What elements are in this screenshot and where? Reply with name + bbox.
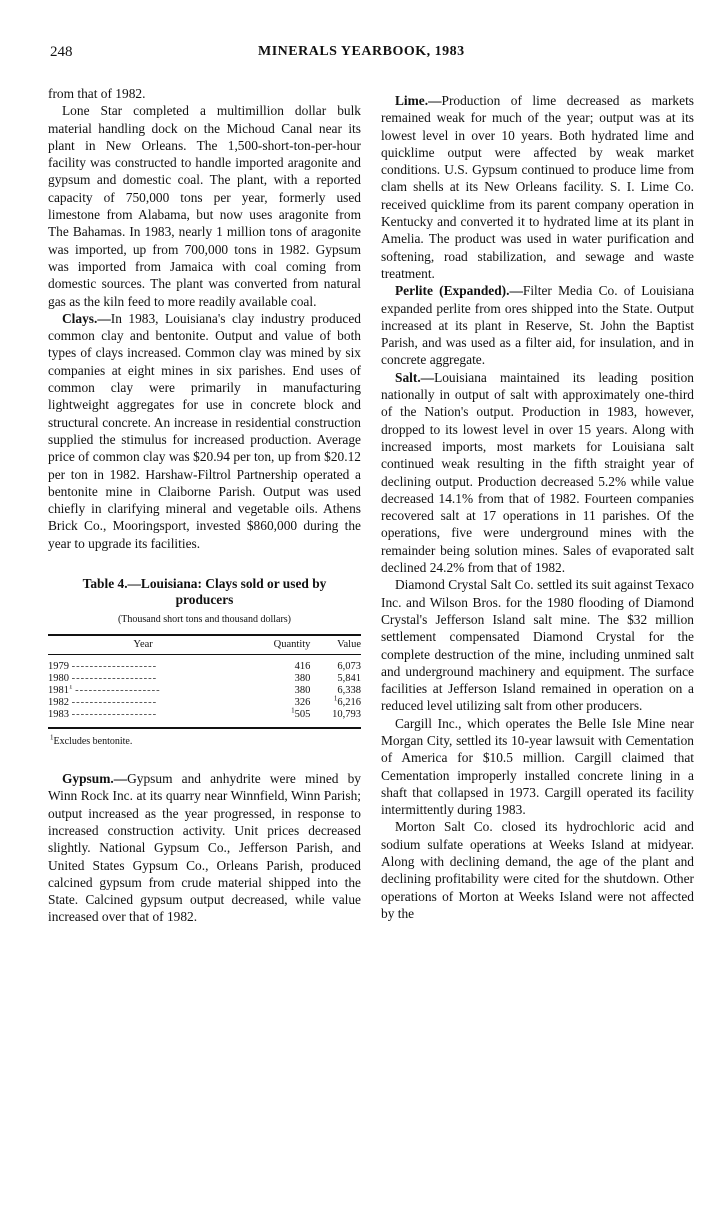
table-subtitle: (Thousand short tons and thousand dollars) [117, 614, 292, 626]
dot-leader: ------------------- [71, 697, 158, 709]
salt-text: Louisiana maintained its leading position nationally in output of salt with approximately one-third of the Nation's output. Production in 1983, however, dropped to its lowest level in over 15 years. Along with increased imports, most markets for Louisiana salt continued weak resulting in the fifth straight year of declining output. Production decreased 5.2% while value decreased 14.1% from that of 1982. Fourteen companies recovered salt at 17 operations in 11 parishes. Of the operations, five were underground mines with the remainder being solution mines. Sales of evaporated salt declined 24.2% from that of 1982. [381, 369, 694, 576]
paragraph-lime [381, 92, 694, 282]
row-value: 6,338 [337, 685, 361, 697]
gypsum-text: Gypsum and anhydrite were mined by Winn Rock Inc. at its quarry near Winnfield, Winn Parish; output increased as the year progressed, in response to increased construction activity. Unit prices decreased slightly. National Gypsum Co., Jefferson Parish, and United States Gypsum Co., Orleans Parish, produced calcined gypsum from crude material shipped into the State. Calcined gypsum output decreased, while value increased over that of 1982. [48, 771, 361, 925]
dot-leader: ------------------- [75, 685, 161, 697]
running-title: MINERALS YEARBOOK, 1983 [258, 44, 465, 59]
table-row [48, 685, 361, 697]
table-4 [48, 576, 361, 748]
header-quantity: Quantity [238, 635, 310, 655]
paragraph-gypsum [48, 770, 361, 926]
paragraph-morton: Morton Salt Co. closed its hydrochloric acid and sodium sulfate operations at Weeks Island at midyear. Along with declining demand, the age of the plant and declining profitability were cited for the shutdown. Other operations of Morton at Weeks Island were not affected by the [381, 819, 694, 921]
clays-heading: Clays.— [62, 310, 111, 326]
dot-leader: ------------------- [71, 673, 158, 685]
row-quantity: 326 [294, 697, 311, 709]
header-value: Value [310, 635, 361, 655]
lime-heading: Lime.— [395, 93, 442, 108]
row-quantity: 505 [294, 709, 311, 721]
paragraph-salt [381, 369, 694, 577]
page-number: 248 [50, 44, 73, 60]
table-title: Table 4.—Louisiana: Clays sold or used by producers [82, 576, 327, 608]
clays-table [48, 634, 361, 729]
footnote-text: Excludes bentonite. [53, 736, 133, 748]
row-year: 1982 [48, 697, 69, 709]
row-year: 1983 [48, 709, 69, 721]
table-row [48, 709, 361, 728]
row-value: 5,841 [337, 673, 361, 685]
table-row [48, 673, 361, 685]
row-year: 1979 [48, 661, 69, 673]
table-footnote [48, 735, 361, 748]
lime-text: Production of lime decreased as markets remained weak for much of the year; output was at its lowest level in over 10 years. Both hydrated lime and quicklime output were affected by weak market conditions. U.S. Gypsum continued to produce lime from clam shells at its New Orleans facility. S. I. Lime Co. received quicklime from its parent company operation in Kentucky and converted it to hydrated lime at its plant in Amelia. The product was used in water purification and softening, road stabilization, and sewage and waste treatment. [381, 93, 694, 281]
paragraph-perlite [381, 282, 694, 368]
salt-heading: Salt.— [395, 369, 435, 385]
paragraph-diamond-crystal: Diamond Crystal Salt Co. settled its suit against Texaco Inc. and Wilson Bros. for the 1980 flooding of Diamond Crystal's Jefferson Island salt mine. The $32 million settlement compensated Diamond Crystal for the complete destruction of the mine, including unmined salt and underground machinery and equipment. The surface facilities at Jefferson Island remained in operation on a reduced level utilizing salt from other producers. [381, 577, 694, 714]
gypsum-heading: Gypsum.— [62, 771, 128, 787]
row-year: 1981 [48, 685, 69, 697]
right-column [381, 92, 694, 922]
row-value-mark: 1 [333, 694, 338, 703]
dot-leader: ------------------- [71, 661, 158, 673]
footnote-mark: 1 [50, 733, 54, 742]
row-year: 1980 [48, 673, 69, 685]
row-quantity: 380 [294, 673, 311, 685]
row-year-mark: 1 [69, 685, 73, 691]
row-quantity-mark: 1 [291, 706, 295, 715]
header-year: Year [48, 635, 238, 655]
row-quantity: 380 [294, 685, 311, 697]
paragraph-continuation: from that of 1982. [48, 86, 146, 101]
perlite-heading: Perlite (Expanded).— [395, 283, 523, 299]
dot-leader: ------------------- [71, 709, 158, 721]
left-column [48, 85, 361, 926]
row-value: 6,216 [337, 697, 361, 709]
perlite-text: Filter Media Co. of Louisiana expanded perlite from ores shipped into the State. Output increased at its plant in Reserve, St. John the Baptist Parish, and was used as a filter aid, for insulation, and in concrete aggregate. [381, 283, 695, 368]
paragraph-lone-star: Lone Star completed a multimillion dollar bulk material handling dock on the Michoud Canal near its plant in New Orleans. The 1,500-short-ton-per-hour facility was constructed to handle imported aragonite and gypsum and domestic coal. The plant, with a reported capacity of 750,000 tons per year, formerly used limestone from Alabama, but now uses aragonite from The Bahamas. In 1983, nearly 1 million tons of aragonite was imported, up from 700,000 tons in 1982. Gypsum was imported from Jamaica with coal coming from domestic sources. The plant was converted from natural gas as the kiln feed to more readily available coal. [48, 103, 361, 309]
table-row [48, 697, 361, 709]
row-value: 10,793 [332, 709, 361, 721]
clays-text: In 1983, Louisiana's clay industry produced common clay and bentonite. Output and value of both types of clays increased. Common clay was mined by six companies at eight mines in six parishes. End uses of common clay were primarily in manufacturing lightweight aggregates for use in concrete block and structural concrete. An increase in residential construction supplied the stimulus for increased production. Average price of common clay was $20.94 per ton, up from $20.12 per ton in 1982. Harshaw-Filtrol Partnership operated a bentonite mine in Claiborne Parish. Output was used chiefly in clarifying mineral and vegetable oils. Athens Brick Co., Mooringsport, invested $860,000 during the year to upgrade its facilities. [48, 310, 361, 551]
row-value: 6,073 [337, 661, 361, 673]
paragraph-clays [48, 310, 361, 552]
row-quantity: 416 [294, 661, 311, 673]
table-row [48, 655, 361, 674]
table-header-row [48, 635, 361, 655]
paragraph-cargill: Cargill Inc., which operates the Belle Isle Mine near Morgan City, settled its 10-year lawsuit with Cementation of America for $10.5 million. Cargill claimed that Cementation improperly installed concrete lining in a shaft that collapsed in 1973. Cargill operated its facility intermittently during 1983. [381, 715, 694, 818]
